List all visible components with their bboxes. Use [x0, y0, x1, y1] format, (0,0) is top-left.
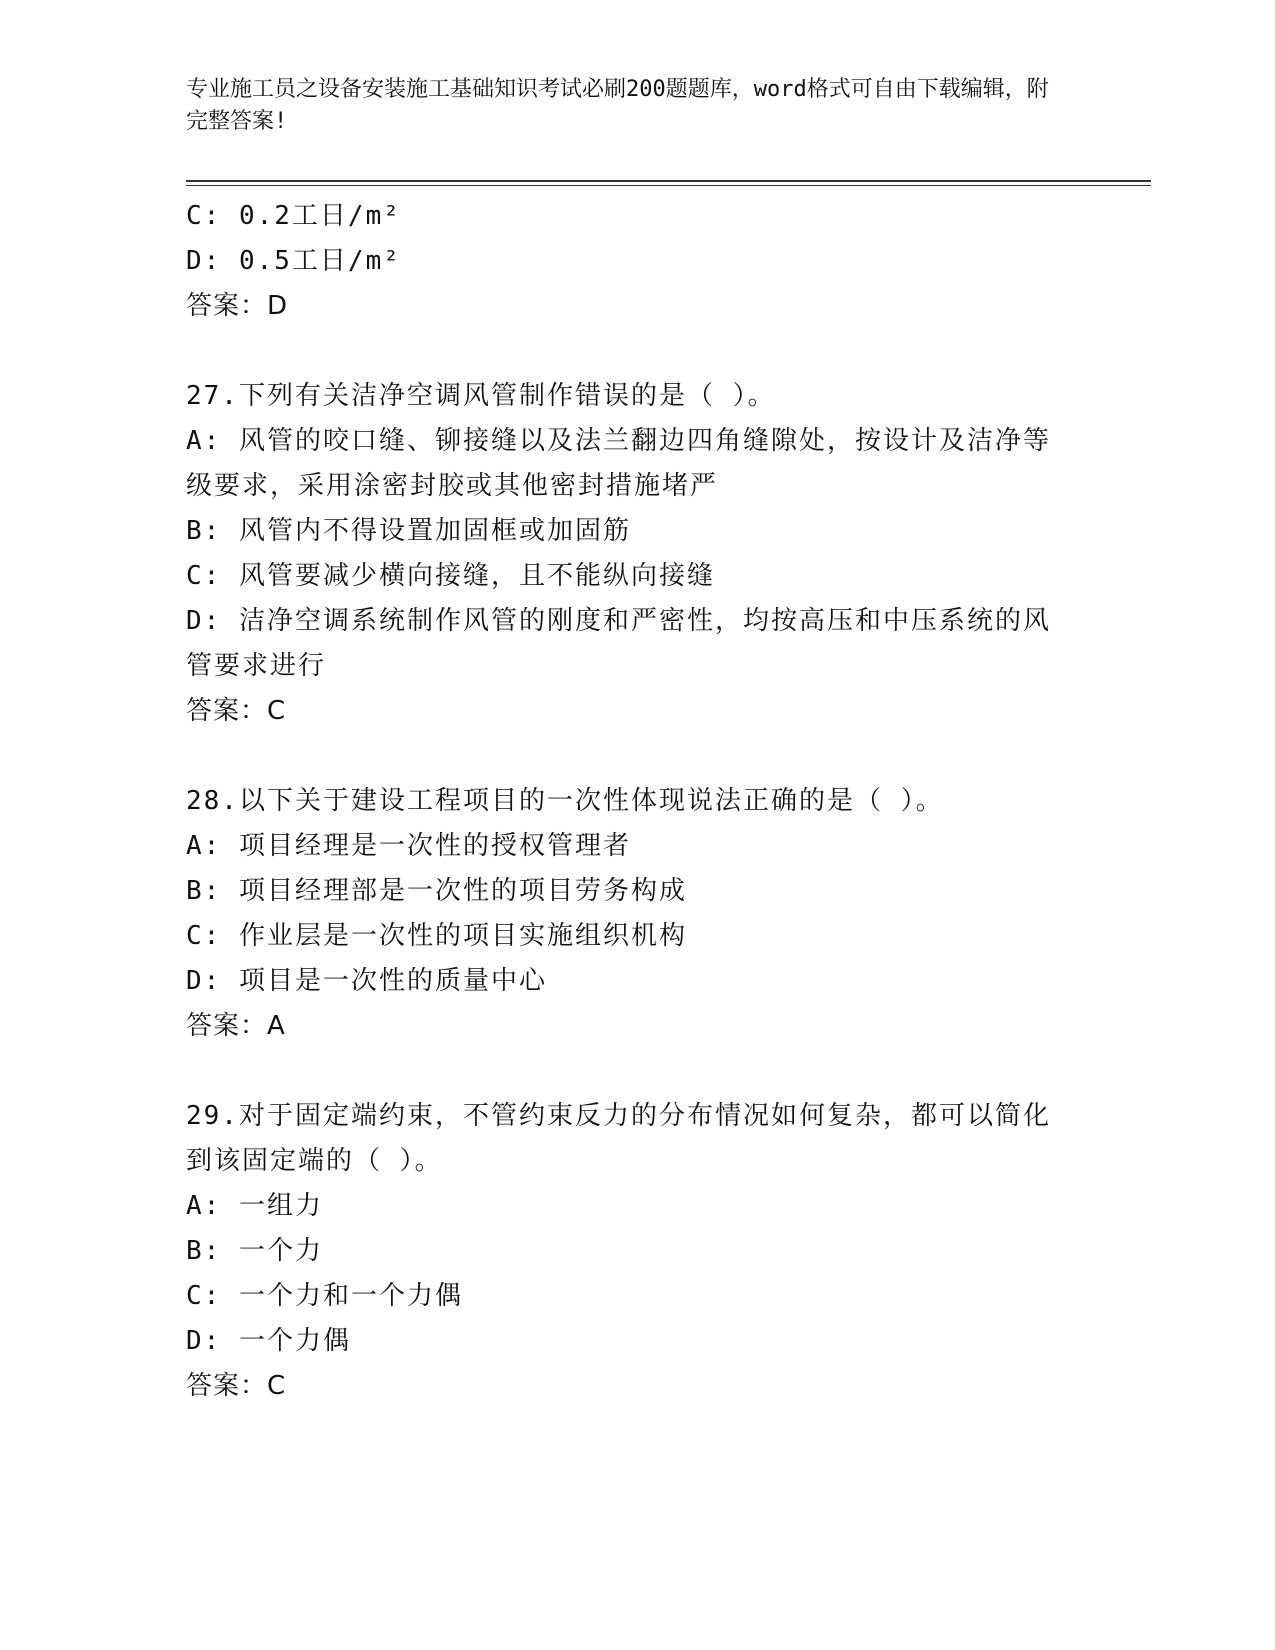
option-d: D: 0.5工日/m²: [186, 246, 401, 276]
question-stem: 27.下列有关洁净空调风管制作错误的是（ ）。: [186, 381, 776, 411]
option-a: A: 一组力: [186, 1191, 323, 1221]
option-c: C: 风管要减少横向接缝，且不能纵向接缝: [186, 561, 715, 591]
option-b: B: 风管内不得设置加固框或加固筋: [186, 516, 631, 546]
question-stem: 29.对于固定端约束，不管约束反力的分布情况如何复杂，都可以简化到该固定端的（ ）。: [186, 1101, 1051, 1176]
question-27: [186, 374, 1066, 734]
option-c: C: 作业层是一次性的项目实施组织机构: [186, 921, 687, 951]
spacer: [186, 734, 1151, 779]
answer-line: 答案：D: [186, 291, 289, 321]
document-body: [186, 194, 1151, 1409]
option-c: C: 一个力和一个力偶: [186, 1281, 463, 1311]
option-b: B: 一个力: [186, 1236, 323, 1266]
answer-line: 答案：C: [186, 696, 287, 726]
option-d: D: 洁净空调系统制作风管的刚度和严密性，均按高压和中压系统的风管要求进行: [186, 606, 1051, 681]
option-a: A: 风管的咬口缝、铆接缝以及法兰翻边四角缝隙处，按设计及洁净等级要求，采用涂密封胶或其他密封措施堵严: [186, 426, 1051, 501]
spacer: [186, 1049, 1151, 1094]
spacer: [186, 329, 1151, 374]
header-rule-thick: [186, 180, 1151, 182]
page-header: 专业施工员之设备安装施工基础知识考试必刷200题题库，word格式可自由下载编辑，附完整答案!: [186, 77, 1049, 134]
option-d: D: 项目是一次性的质量中心: [186, 966, 547, 996]
prev-question-block: [186, 194, 1151, 329]
option-a: A: 项目经理是一次性的授权管理者: [186, 831, 631, 861]
document-page: [186, 0, 1151, 1409]
question-28: [186, 779, 1066, 1049]
answer-line: 答案：C: [186, 1371, 287, 1401]
option-b: B: 项目经理部是一次性的项目劳务构成: [186, 876, 687, 906]
option-d: D: 一个力偶: [186, 1326, 351, 1356]
header-rule-thin: [186, 185, 1151, 186]
answer-line: 答案：A: [186, 1011, 286, 1041]
question-stem: 28.以下关于建设工程项目的一次性体现说法正确的是（ ）。: [186, 786, 944, 816]
question-29: [186, 1094, 1066, 1409]
option-c: C: 0.2工日/m²: [186, 201, 401, 231]
